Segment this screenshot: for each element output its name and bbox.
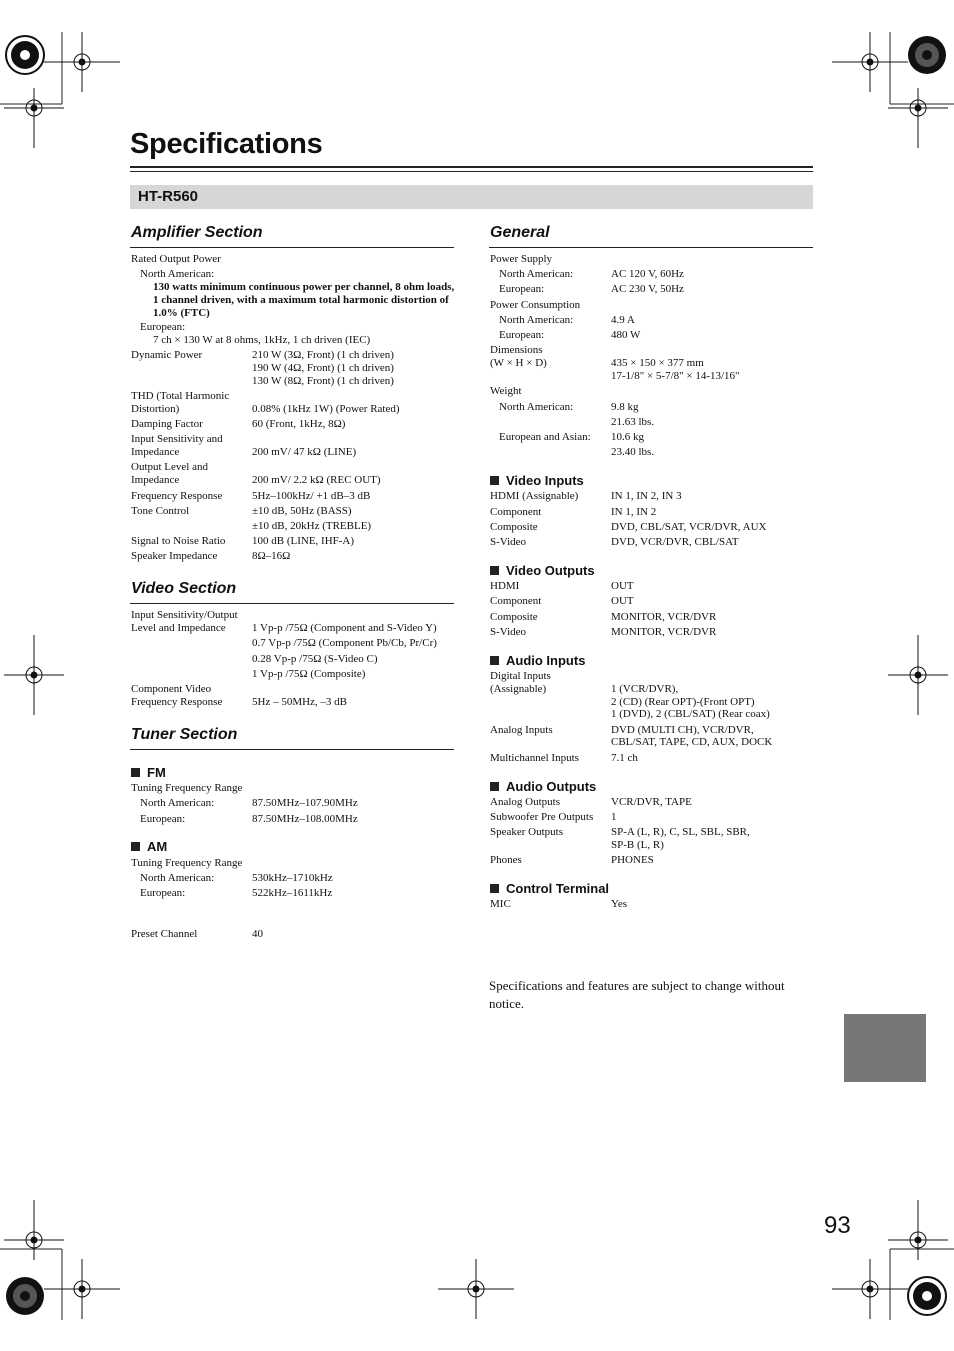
- spec-value: AC 120 V, 60Hz: [611, 268, 684, 280]
- rated-output-label: Rated Output Power: [131, 253, 221, 265]
- model-label: HT-R560: [138, 188, 199, 205]
- spec-value: 1 Vp-p /75Ω (Component and S-Video Y): [252, 622, 437, 634]
- spec-value: 0.08% (1kHz 1W) (Power Rated): [252, 403, 400, 415]
- spec-value: ±10 dB, 50Hz (BASS): [252, 505, 352, 517]
- video-heading: Video Section: [131, 580, 237, 597]
- spec-label: North American:: [499, 314, 574, 326]
- spec-label: Analog Inputs: [490, 724, 553, 736]
- spec-label: Phones: [490, 854, 522, 866]
- section-rule: [489, 247, 813, 248]
- square-bullet-icon: [490, 566, 499, 575]
- spec-value: 5Hz – 50MHz, –3 dB: [252, 696, 348, 708]
- spec-label: European and Asian:: [499, 431, 591, 443]
- spec-label: Preset Channel: [131, 928, 198, 940]
- spec-label: HDMI (Assignable): [490, 490, 579, 502]
- spec-value: IN 1, IN 2, IN 3: [611, 490, 682, 502]
- spec-label: Subwoofer Pre Outputs: [490, 811, 594, 823]
- change-notice: Specifications and features are subject to change without notice.: [489, 978, 785, 1011]
- rated-eu-label: European:: [140, 321, 186, 333]
- tuner-heading: Tuner Section: [131, 726, 238, 743]
- spec-value: 8Ω–16Ω: [252, 550, 291, 562]
- spec-value: 0.28 Vp-p /75Ω (S-Video C): [252, 653, 378, 665]
- spec-label: (Assignable): [490, 683, 547, 695]
- square-bullet-icon: [490, 782, 499, 791]
- spec-value: DVD (MULTI CH), VCR/DVR,: [611, 724, 754, 736]
- audio-inputs-heading: Audio Inputs: [490, 653, 585, 668]
- spec-label: Power Consumption: [490, 299, 581, 311]
- spec-value: 1 (DVD), 2 (CBL/SAT) (Rear coax): [611, 708, 770, 720]
- page-number: 93: [824, 1212, 851, 1239]
- spec-label: Speaker Outputs: [490, 826, 564, 838]
- spec-value: ±10 dB, 20kHz (TREBLE): [252, 520, 372, 532]
- video-inputs-heading: Video Inputs: [490, 473, 584, 488]
- square-bullet-icon: [490, 656, 499, 665]
- spec-value: 1: [611, 811, 617, 823]
- spec-value: 100 dB (LINE, IHF-A): [252, 535, 355, 547]
- spec-label: S-Video: [490, 626, 527, 638]
- fm-heading: FM: [131, 765, 166, 780]
- spec-value: 480 W: [611, 329, 641, 341]
- spec-value: VCR/DVR, TAPE: [611, 796, 692, 808]
- spec-label: HDMI: [490, 580, 520, 592]
- spec-label: Signal to Noise Ratio: [131, 535, 226, 547]
- spec-value: 87.50MHz–108.00MHz: [252, 813, 358, 825]
- spec-label: Tuning Frequency Range: [131, 857, 243, 869]
- spec-label: Multichannel Inputs: [490, 752, 579, 764]
- spec-label: Input Sensitivity and Impedance: [131, 433, 223, 458]
- title-rule-thin: [130, 171, 813, 172]
- spec-value: 0.7 Vp-p /75Ω (Component Pb/Cb, Pr/Cr): [252, 637, 437, 649]
- spec-label: Power Supply: [490, 253, 553, 265]
- spec-label: European:: [499, 283, 545, 295]
- spec-label: European:: [140, 887, 186, 899]
- section-rule: [130, 603, 454, 604]
- spec-value: 40: [252, 928, 263, 940]
- rated-na-label: North American:: [140, 268, 215, 280]
- spec-label: Composite: [490, 611, 538, 623]
- spec-value: 4.9 A: [611, 314, 635, 326]
- spec-value: 1 Vp-p /75Ω (Composite): [252, 668, 366, 680]
- spec-value: MONITOR, VCR/DVR: [611, 611, 717, 623]
- rated-eu-value: 7 ch × 130 W at 8 ohms, 1kHz, 1 ch driven (IEC): [153, 334, 371, 346]
- spec-value: AC 230 V, 50Hz: [611, 283, 684, 295]
- spec-value: 200 mV/ 47 kΩ (LINE): [252, 446, 357, 458]
- spec-label: (W × H × D): [490, 357, 547, 369]
- spec-label: North American:: [140, 872, 215, 884]
- spec-label: Analog Outputs: [490, 796, 560, 808]
- spec-value: 530kHz–1710kHz: [252, 872, 333, 884]
- spec-label: North American:: [140, 797, 215, 809]
- control-terminal-heading: Control Terminal: [490, 881, 609, 896]
- square-bullet-icon: [131, 842, 140, 851]
- spec-label: Dimensions: [490, 344, 543, 356]
- spec-label: Weight: [490, 385, 522, 397]
- square-bullet-icon: [131, 768, 140, 777]
- spec-value: SP-B (L, R): [611, 839, 664, 851]
- chapter-tab: [844, 1014, 926, 1082]
- spec-label: Tuning Frequency Range: [131, 782, 243, 794]
- spec-value: CBL/SAT, TAPE, CD, AUX, DOCK: [611, 736, 773, 748]
- spec-value: 2 (CD) (Rear OPT)-(Front OPT): [611, 696, 755, 708]
- spec-label: Composite: [490, 521, 538, 533]
- spec-label: Speaker Impedance: [131, 550, 218, 562]
- spec-value: DVD, VCR/DVR, CBL/SAT: [611, 536, 739, 548]
- spec-label: Component: [490, 506, 542, 518]
- spec-value: MONITOR, VCR/DVR: [611, 626, 717, 638]
- spec-value: 21.63 lbs.: [611, 416, 655, 428]
- spec-value: DVD, CBL/SAT, VCR/DVR, AUX: [611, 521, 767, 533]
- spec-value: 7.1 ch: [611, 752, 638, 764]
- spec-value: 87.50MHz–107.90MHz: [252, 797, 358, 809]
- general-heading: General: [490, 224, 550, 241]
- spec-value: 10.6 kg: [611, 431, 644, 443]
- audio-outputs-heading: Audio Outputs: [490, 779, 596, 794]
- square-bullet-icon: [490, 476, 499, 485]
- spec-value: Yes: [611, 898, 628, 910]
- spec-value: 60 (Front, 1kHz, 8Ω): [252, 418, 346, 430]
- spec-label: European:: [140, 813, 186, 825]
- section-rule: [130, 247, 454, 248]
- spec-value: SP-A (L, R), C, SL, SBL, SBR,: [611, 826, 750, 838]
- spec-value: 1 (VCR/DVR),: [611, 683, 679, 695]
- rated-na-value: 130 watts minimum continuous power per channel, 8 ohm loads, 1 channel driven, with a maximum total harmonic distortion of 1.0% (FTC): [153, 281, 455, 319]
- spec-value: 210 W (3Ω, Front) (1 ch driven): [252, 349, 394, 361]
- spec-value: 522kHz–1611kHz: [252, 887, 333, 899]
- spec-value: OUT: [611, 595, 634, 607]
- spec-value: PHONES: [611, 854, 654, 866]
- spec-label: Tone Control: [131, 505, 190, 517]
- spec-value: 9.8 kg: [611, 401, 639, 413]
- spec-value: IN 1, IN 2: [611, 506, 657, 518]
- spec-label: Input Sensitivity/Output Level and Impedance: [131, 609, 238, 634]
- spec-label: North American:: [499, 268, 574, 280]
- page-title: Specifications: [130, 128, 323, 160]
- spec-label: Component: [490, 595, 542, 607]
- square-bullet-icon: [490, 884, 499, 893]
- spec-label: S-Video: [490, 536, 527, 548]
- spec-value: 200 mV/ 2.2 kΩ (REC OUT): [252, 474, 381, 486]
- spec-value: 17-1/8" × 5-7/8" × 14-13/16": [611, 370, 740, 382]
- spec-value: 130 W (8Ω, Front) (1 ch driven): [252, 375, 394, 387]
- model-bar: [130, 185, 813, 209]
- amplifier-heading: Amplifier Section: [131, 224, 263, 241]
- spec-label: Frequency Response: [131, 490, 223, 502]
- spec-value: OUT: [611, 580, 634, 592]
- spec-value: 5Hz–100kHz/ +1 dB–3 dB: [252, 490, 371, 502]
- spec-label: THD (Total Harmonic Distortion): [131, 390, 230, 415]
- spec-value: 435 × 150 × 377 mm: [611, 357, 704, 369]
- spec-label: European:: [499, 329, 545, 341]
- spec-label: Damping Factor: [131, 418, 203, 430]
- spec-label: Component Video Frequency Response: [131, 683, 223, 708]
- spec-label: Dynamic Power: [131, 349, 203, 361]
- section-rule: [130, 749, 454, 750]
- spec-label: Output Level and Impedance: [131, 461, 208, 486]
- title-rule: [130, 166, 813, 168]
- spec-label: MIC: [490, 898, 511, 910]
- spec-value: 190 W (4Ω, Front) (1 ch driven): [252, 362, 394, 374]
- spec-value: 23.40 lbs.: [611, 446, 655, 458]
- spec-label: Digital Inputs: [490, 670, 551, 682]
- video-outputs-heading: Video Outputs: [490, 563, 595, 578]
- am-heading: AM: [131, 839, 167, 854]
- spec-label: North American:: [499, 401, 574, 413]
